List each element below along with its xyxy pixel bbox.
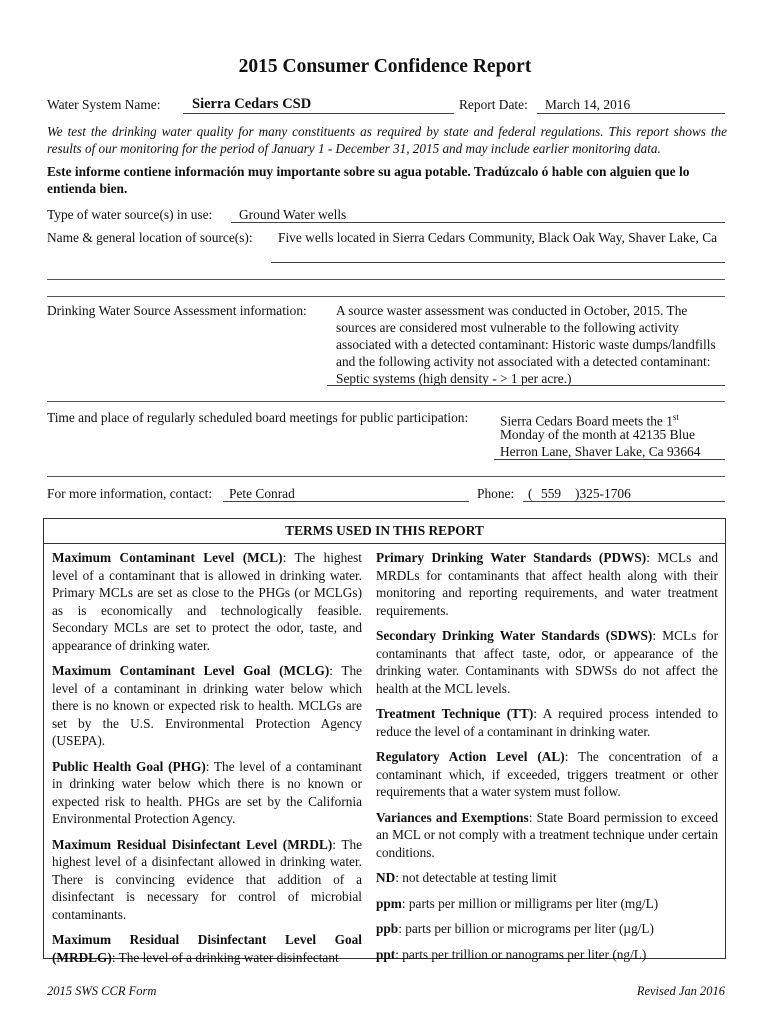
- term-ppm-name: ppm: [376, 895, 402, 911]
- blank-line-2: [47, 296, 725, 297]
- source-type-field[interactable]: Ground Water wells: [239, 207, 347, 222]
- term-variances-text: : State Board permission to exceed an MCL or not comply with a treatment technique under certain conditions.: [376, 809, 718, 860]
- meetings-underline: [494, 459, 725, 460]
- term-mrdl-name: Maximum Residual Disinfectant Level (MRDL): [52, 836, 333, 852]
- blank-line-4: [47, 476, 725, 477]
- term-mcl: [52, 549, 362, 654]
- term-tt-name: Treatment Technique (TT): [376, 706, 534, 721]
- footer-revision: Revised Jan 2016: [636, 984, 725, 998]
- meetings-label: Time and place of regularly scheduled board meetings for public participation:: [47, 410, 469, 425]
- term-sdws: [376, 627, 718, 697]
- term-al-text: : The concentration of a contaminant which, if exceeded, triggers treatment or other requirements that a water system must follow.: [376, 749, 718, 799]
- assessment-field[interactable]: A source waster assessment was conducted in October, 2015. The sources are considered most vulnerable to the following activity associated with a detected contaminant: Historic waste dumps/landfills and the following activity not associated with a detected contaminant: Septic systems (high density - > 1 per acre.): [336, 303, 716, 386]
- report-date-label: Report Date:: [459, 97, 528, 112]
- term-nd-text: : not detectable at testing limit: [395, 870, 557, 885]
- term-mclg-text: : The level of a contaminant in drinking water below which there is no known or expected risk to health. MCLGs are set by the U.S. Environmental Protection Agency (USEPA).: [52, 663, 362, 748]
- water-system-label: Water System Name:: [47, 97, 161, 112]
- term-phg-text: : The level of a contaminant in drinking water below which there is no known or expected risk to health. PHGs are set by the California Environmental Protection Agency.: [52, 758, 362, 826]
- term-ppm: [376, 895, 718, 913]
- phone-open-paren: (: [528, 486, 533, 501]
- water-system-field[interactable]: Sierra Cedars CSD: [192, 96, 312, 112]
- meetings-line-1-sup: st: [672, 412, 679, 422]
- term-ppb-name: ppb: [376, 921, 399, 936]
- term-phg-name: Public Health Goal (PHG): [52, 758, 206, 774]
- blank-line-3: [47, 401, 725, 402]
- intro-paragraph: We test the drinking water quality for many constituents as required by state and federal regulations. This report shows the results of our monitoring for the period of January 1 - December 31, 2015 and may include earlier monitoring data.: [47, 124, 727, 156]
- term-tt-text: : A required process intended to reduce the level of a contaminant in drinking water.: [376, 706, 718, 739]
- phone-number-field[interactable]: )325-1706: [575, 486, 631, 501]
- term-ppb: [376, 920, 718, 938]
- assessment-label: Drinking Water Source Assessment information:: [47, 303, 307, 318]
- water-system-underline: [183, 113, 454, 114]
- report-date-underline: [537, 113, 725, 114]
- contact-label: For more information, contact:: [47, 486, 213, 501]
- contact-name-field[interactable]: Pete Conrad: [229, 486, 295, 501]
- phone-area-code-field[interactable]: 559: [541, 486, 562, 501]
- term-pdws-name: Primary Drinking Water Standards (PDWS): [376, 550, 647, 565]
- term-mrdlg-text: : The level of a drinking water disinfectant: [111, 949, 339, 965]
- term-sdws-name: Secondary Drinking Water Standards (SDWS): [376, 628, 653, 643]
- term-mrdl-text: : The highest level of a disinfectant allowed in drinking water. There is convincing evidence that addition of a disinfectant is necessary for control of microbial contaminants.: [52, 836, 362, 922]
- term-ppb-text: : parts per billion or micrograms per liter (µg/L): [398, 921, 654, 936]
- terms-heading: TERMS USED IN THIS REPORT: [44, 519, 725, 544]
- term-ppm-text: : parts per million or milligrams per liter (mg/L): [401, 895, 659, 911]
- term-mclg: [52, 662, 362, 750]
- term-pdws-text: : MCLs and MRDLs for contaminants that affect health along with their monitoring and reporting requirements, and water treatment requirements.: [376, 550, 718, 618]
- source-location-label: Name & general location of source(s):: [47, 230, 253, 245]
- term-mcl-name: Maximum Contaminant Level (MCL): [52, 550, 283, 565]
- source-location-underline: [271, 262, 725, 263]
- term-ppt: [376, 946, 718, 964]
- source-type-label: Type of water source(s) in use:: [47, 207, 213, 222]
- footer-form-name: 2015 SWS CCR Form: [47, 984, 157, 998]
- terms-box: [43, 518, 726, 965]
- term-mrdlg-name: Maximum Residual Disinfectant Level Goal (MRDLG): [52, 932, 362, 965]
- term-sdws-text: : MCLs for contaminants that affect taste, odor, or appearance of the drinking water. Contaminants with SDWSs do not affect the health at the MCL levels.: [376, 628, 718, 696]
- meetings-line-3[interactable]: Herron Lane, Shaver Lake, Ca 93664: [500, 444, 701, 459]
- terms-left-column: [52, 549, 362, 974]
- term-tt: [376, 705, 718, 740]
- term-ppt-name: ppt: [376, 946, 396, 962]
- term-variances: [376, 809, 718, 862]
- term-variances-name: Variances and Exemptions: [376, 809, 529, 825]
- spanish-notice: Este informe contiene información muy importante sobre su agua potable. Tradúzcalo ó hable con alguien que lo entienda bien.: [47, 164, 690, 196]
- terms-right-column: [376, 549, 718, 971]
- source-location-field[interactable]: Five wells located in Sierra Cedars Community, Black Oak Way, Shaver Lake, Ca: [278, 230, 718, 245]
- term-nd-name: ND: [376, 870, 396, 885]
- term-phg: [52, 758, 362, 828]
- term-nd: [376, 869, 718, 887]
- term-al: [376, 748, 718, 801]
- report-date-field[interactable]: March 14, 2016: [545, 97, 631, 112]
- term-al-name: Regulatory Action Level (AL): [376, 749, 565, 764]
- meetings-line-1-text: Sierra Cedars Board meets the 1: [500, 413, 673, 429]
- term-mcl-text: : The highest level of a contaminant that is allowed in drinking water. Primary MCLs are set as close to the PHGs (or MCLGs) as is economically and technologically feasible. Secondary MCLs are set to protect the odor, taste, and appearance of drinking water.: [52, 550, 362, 653]
- meetings-line-2[interactable]: Monday of the month at 42135 Blue: [500, 427, 695, 442]
- blank-line-1: [47, 279, 725, 280]
- term-mrdl: [52, 836, 362, 924]
- term-mclg-name: Maximum Contaminant Level Goal (MCLG): [52, 663, 330, 678]
- term-ppt-text: : parts per trillion or nanograms per liter (ng/L): [395, 946, 647, 962]
- report-title: 2015 Consumer Confidence Report: [238, 56, 532, 77]
- term-mrdlg: [52, 931, 362, 966]
- phone-label: Phone:: [477, 486, 515, 501]
- assessment-underline: [327, 385, 725, 386]
- term-pdws: [376, 549, 718, 619]
